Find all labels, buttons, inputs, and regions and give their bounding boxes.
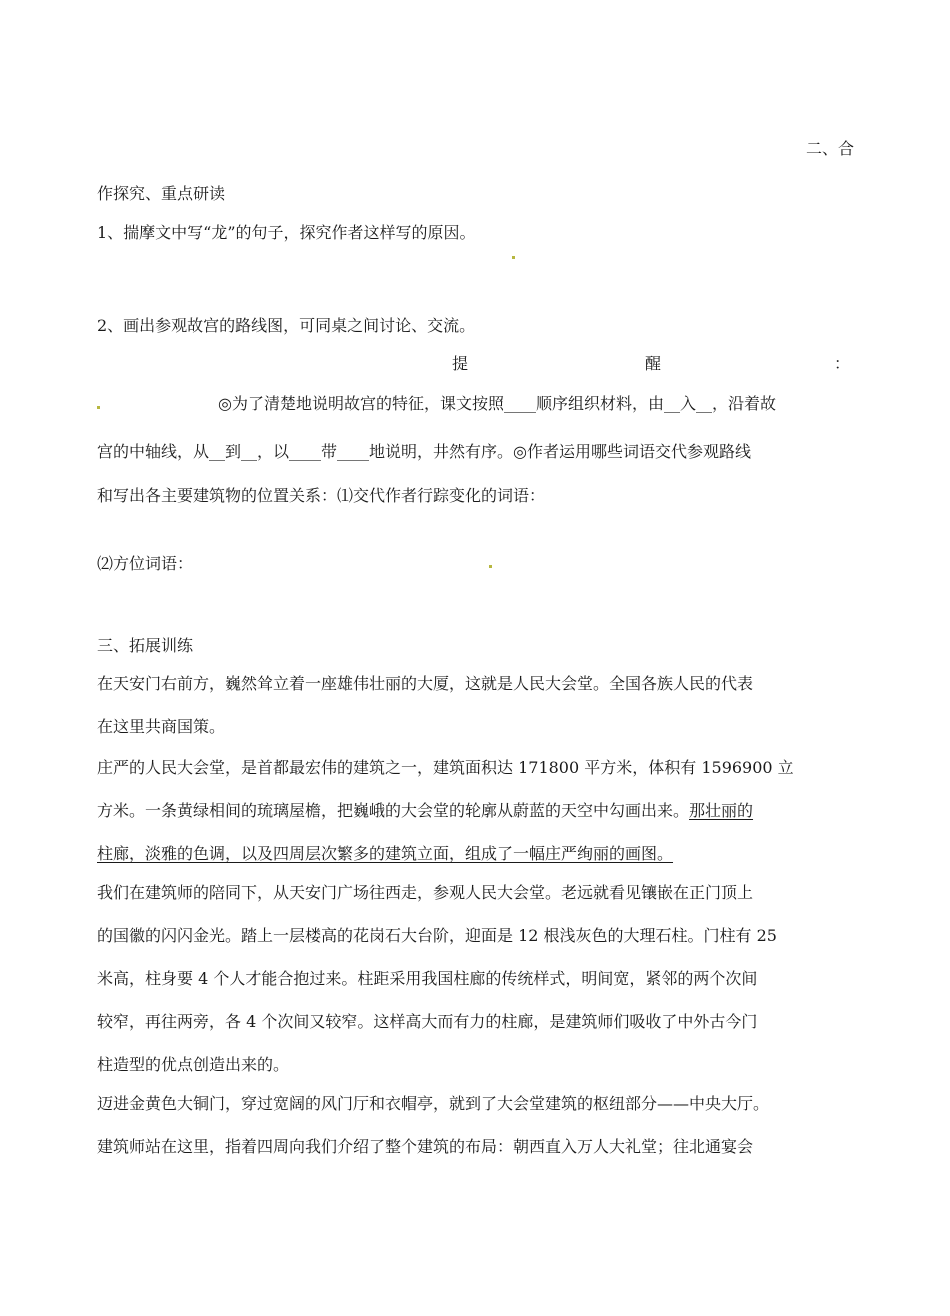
- para-1-line-1: 在天安门右前方，巍然耸立着一座雄伟壮丽的大厦，这就是人民大会堂。全国各族人民的代表: [97, 674, 754, 693]
- speck: [512, 256, 515, 259]
- tip-line-2: 宫的中轴线，从__到__，以____带____地说明，井然有序。◎作者运用哪些词语交代参观路线: [97, 442, 751, 461]
- tip-char-1: 提: [452, 354, 469, 373]
- para-3-line-4: 较窄，再往两旁，各 4 个次间又较窄。这样高大而有力的柱廊，是建筑师们吸收了中外古今门: [97, 1012, 758, 1031]
- question-1: 1、揣摩文中写“龙”的句子，探究作者这样写的原因。: [97, 223, 476, 242]
- para-4-line-2: 建筑师站在这里，指着四周向我们介绍了整个建筑的布局：朝西直入万人大礼堂；往北通宴会: [97, 1137, 754, 1156]
- tip-char-3: ：: [834, 354, 851, 373]
- speck: [97, 406, 100, 409]
- section3-heading: 三、拓展训练: [97, 636, 194, 655]
- para-2-line-2: [97, 799, 857, 823]
- para-2-line-2-text: 方米。一条黄绿相间的琉璃屋檐，把巍峨的大会堂的轮廓从蔚蓝的天空中勾画出来。: [97, 801, 690, 820]
- para-3-line-5: 柱造型的优点创造出来的。: [97, 1055, 290, 1074]
- para-1-line-2: 在这里共商国策。: [97, 717, 226, 736]
- section2-heading-end: 二、合: [805, 139, 854, 158]
- para-3-line-2: 的国徽的闪闪金光。踏上一层楼高的花岗石大台阶，迎面是 12 根浅灰色的大理石柱。门柱有 25: [97, 926, 777, 945]
- tip-char-2: 醒: [645, 354, 662, 373]
- para-2-line-1: 庄严的人民大会堂，是首都最宏伟的建筑之一，建筑面积达 171800 平方米，体积有 1596900 立: [97, 758, 794, 777]
- para-4-line-1: 迈进金黄色大铜门，穿过宽阔的风门厅和衣帽亭，就到了大会堂建筑的枢纽部分——中央大厅。: [97, 1094, 770, 1113]
- question-2: 2、画出参观故宫的路线图，可同桌之间讨论、交流。: [97, 316, 476, 335]
- tip-line-3: 和写出各主要建筑物的位置关系：⑴交代作者行踪变化的词语：: [97, 486, 546, 505]
- para-3-line-3: 米高，柱身要 4 个人才能合抱过来。柱距采用我国柱廊的传统样式，明间宽，紧邻的两个次间: [97, 969, 758, 988]
- section2-heading: 作探究、重点研读: [97, 184, 226, 203]
- underlined-phrase-end: 柱廊，淡雅的色调，以及四周层次繁多的建筑立面，组成了一幅庄严绚丽的画图。: [97, 844, 674, 863]
- tip-line-4: ⑵方位词语：: [97, 554, 194, 573]
- tip-line-1: ◎为了清楚地说明故宫的特征，课文按照____顺序组织材料，由__入__，沿着故: [218, 394, 776, 413]
- para-3-line-1: 我们在建筑师的陪同下，从天安门广场往西走，参观人民大会堂。老远就看见镶嵌在正门顶上: [97, 883, 754, 902]
- underlined-phrase-start: 那壮丽的: [689, 801, 754, 820]
- speck: [489, 565, 492, 568]
